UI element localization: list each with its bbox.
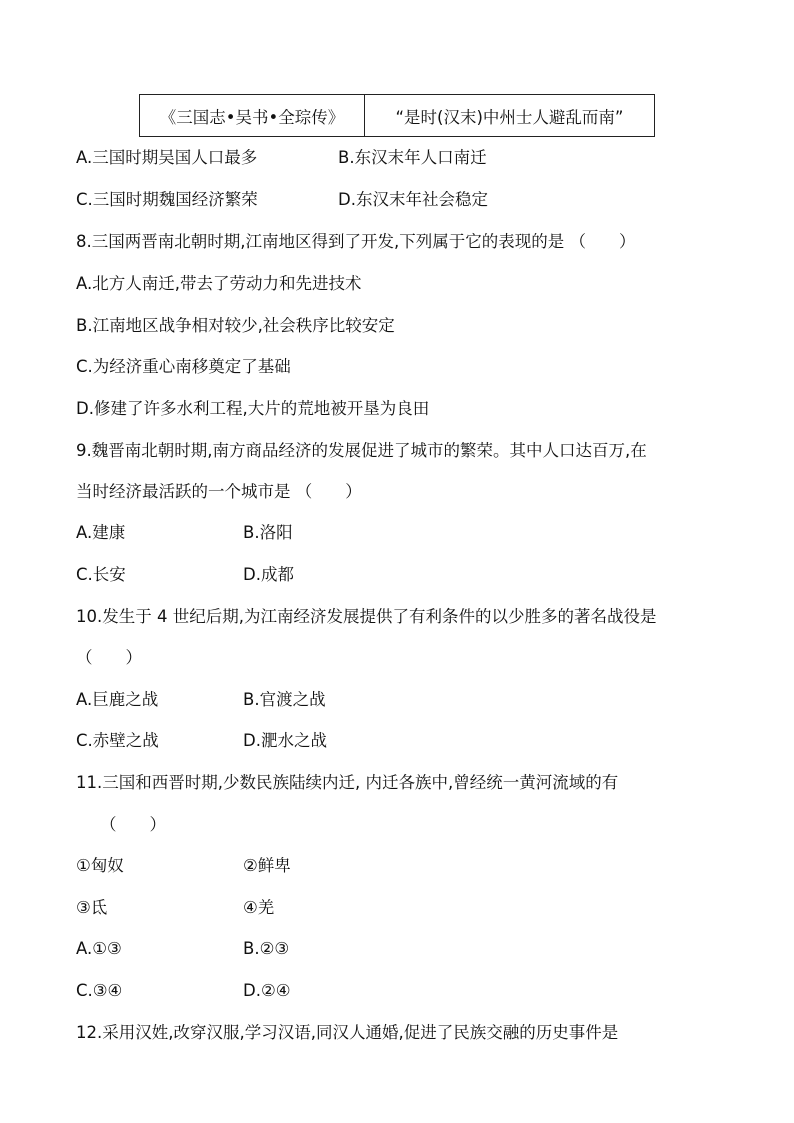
q10-stem-line1: 10.发生于 4 世纪后期,为江南经济发展提供了有利条件的以少胜多的著名战役是: [76, 607, 657, 626]
q9-option-b: B.洛阳: [243, 523, 293, 542]
table-row: [140, 95, 655, 137]
q10-option-b: B.官渡之战: [243, 690, 326, 709]
source-cell: 《三国志•吴书•全琮传》: [140, 95, 365, 137]
q7-option-a: A.三国时期吴国人口最多: [76, 148, 258, 167]
q8-option-c: C.为经济重心南移奠定了基础: [76, 357, 291, 376]
q11-option-a: A.①③: [76, 939, 122, 958]
q7-option-b: B.东汉末年人口南迁: [338, 148, 487, 167]
q11-stem-line2: （ ）: [100, 815, 166, 834]
q12-stem-line1: 12.采用汉姓,改穿汉服,学习汉语,同汉人通婚,促进了民族交融的历史事件是: [76, 1023, 619, 1042]
q7-option-d: D.东汉末年社会稳定: [338, 190, 488, 209]
q7-option-c: C.三国时期魏国经济繁荣: [76, 190, 258, 209]
q11-option-c: C.③④: [76, 981, 123, 1000]
q10-option-d: D.淝水之战: [243, 731, 327, 750]
q10-option-a: A.巨鹿之战: [76, 690, 159, 709]
source-quote-table: [139, 94, 655, 137]
q9-stem-line1: 9.魏晋南北朝时期,南方商品经济的发展促进了城市的繁荣。其中人口达百万,在: [76, 441, 647, 460]
q8-option-b: B.江南地区战争相对较少,社会秩序比较安定: [76, 316, 395, 335]
q11-item-4: ④羌: [243, 898, 275, 917]
q9-option-d: D.成都: [243, 565, 294, 584]
q9-option-a: A.建康: [76, 523, 126, 542]
quote-cell: “是时(汉末)中州士人避乱而南”: [365, 95, 655, 137]
q11-option-b: B.②③: [243, 939, 290, 958]
q9-option-c: C.长安: [76, 565, 126, 584]
q10-stem-line2: （ ）: [76, 648, 142, 667]
q8-option-d: D.修建了许多水利工程,大片的荒地被开垦为良田: [76, 399, 430, 418]
q8-option-a: A.北方人南迁,带去了劳动力和先进技术: [76, 274, 362, 293]
q11-item-1: ①匈奴: [76, 856, 124, 875]
q11-item-3: ③氐: [76, 898, 108, 917]
q8-stem: 8.三国两晋南北朝时期,江南地区得到了开发,下列属于它的表现的是 （ ）: [76, 232, 636, 251]
q11-item-2: ②鲜卑: [243, 856, 291, 875]
q11-stem-line1: 11.三国和西晋时期,少数民族陆续内迁, 内迁各族中,曾经统一黄河流域的有: [76, 773, 619, 792]
q9-stem-line2: 当时经济最活跃的一个城市是 （ ）: [76, 482, 362, 501]
q10-option-c: C.赤壁之战: [76, 731, 159, 750]
q11-option-d: D.②④: [243, 981, 291, 1000]
